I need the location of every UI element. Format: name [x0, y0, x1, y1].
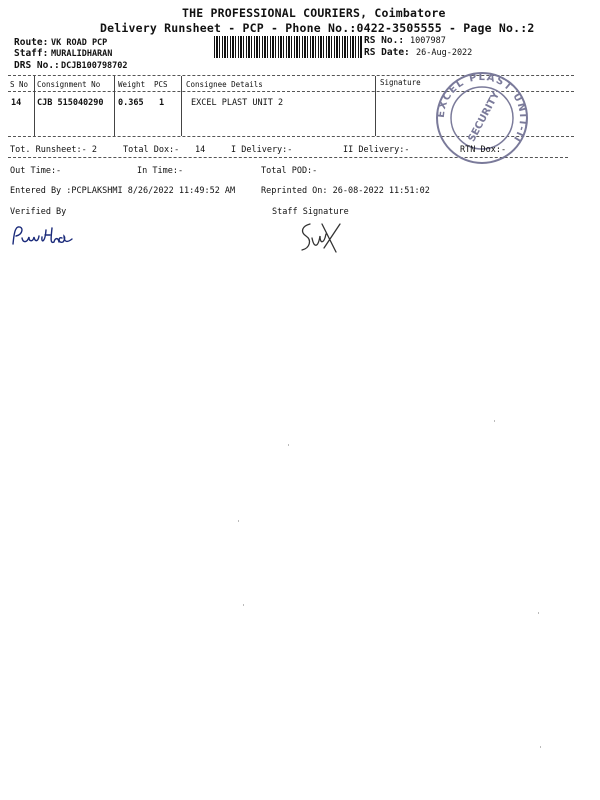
staff-signature [296, 218, 356, 258]
rs-date-label: RS Date: [364, 47, 410, 58]
rtn-dox: RTN Dox:- [460, 145, 507, 155]
col-header-consignee: Consignee Details [186, 80, 263, 89]
verified-by-label: Verified By [10, 207, 67, 217]
entered-by: Entered By :PCPLAKSHMI 8/26/2022 11:49:52 AM [10, 186, 236, 196]
stamp-inner-text: SECURITY [466, 90, 503, 144]
stamp-outer-text: EXCEL PLAST UNIT-II [435, 71, 529, 145]
drs-value: DCJB100798702 [61, 61, 128, 71]
col-header-sno: S No [10, 80, 29, 89]
scan-speck [494, 420, 495, 422]
col-header-signature: Signature [380, 78, 421, 87]
rs-no-value: 1007987 [410, 36, 446, 46]
company-title: THE PROFESSIONAL COURIERS, Coimbatore [182, 6, 446, 20]
row-weight: 0.365 [118, 98, 144, 108]
col-divider [181, 76, 182, 136]
out-time: Out Time:- [10, 166, 62, 176]
scan-speck [540, 746, 541, 748]
col-header-consignment: Consignment No [37, 80, 101, 89]
verified-signature [10, 222, 90, 252]
route-value: VK ROAD PCP [51, 38, 108, 48]
scan-speck [538, 612, 539, 614]
col-divider [114, 76, 115, 136]
ii-delivery: II Delivery:- [343, 145, 410, 155]
reprinted-on: Reprinted On: 26-08-2022 11:51:02 [261, 186, 430, 196]
col-divider [375, 76, 376, 136]
rs-no-label: RS No.: [364, 35, 405, 46]
row-sno: 14 [11, 98, 22, 108]
i-delivery: I Delivery:- [231, 145, 293, 155]
col-divider [34, 76, 35, 136]
total-dox-value: 14 [195, 145, 206, 155]
staff-label: Staff: [14, 48, 49, 59]
staff-signature-label: Staff Signature [272, 207, 349, 217]
row-pcs: 1 [159, 98, 165, 108]
col-header-weight: Weight [118, 80, 146, 89]
scan-speck [238, 520, 239, 522]
scan-speck [288, 444, 289, 446]
col-header-pcs: PCS [154, 80, 168, 89]
barcode [214, 36, 362, 58]
drs-label: DRS No.: [14, 60, 60, 71]
runsheet-title: Delivery Runsheet - PCP - Phone No.:0422-3505555 - Page No.:2 [100, 21, 535, 35]
total-dox-label: Total Dox:- [123, 145, 180, 155]
tot-runsheet: Tot. Runsheet:- 2 [10, 145, 97, 155]
row-consignment: CJB 515040290 [37, 98, 104, 108]
route-label: Route: [14, 37, 49, 48]
staff-value: MURALIDHARAN [51, 49, 113, 59]
rs-date-value: 26-Aug-2022 [416, 48, 473, 58]
total-pod: Total POD:- [261, 166, 318, 176]
scan-speck [243, 604, 244, 606]
in-time: In Time:- [137, 166, 184, 176]
row-consignee: EXCEL PLAST UNIT 2 [191, 98, 284, 108]
